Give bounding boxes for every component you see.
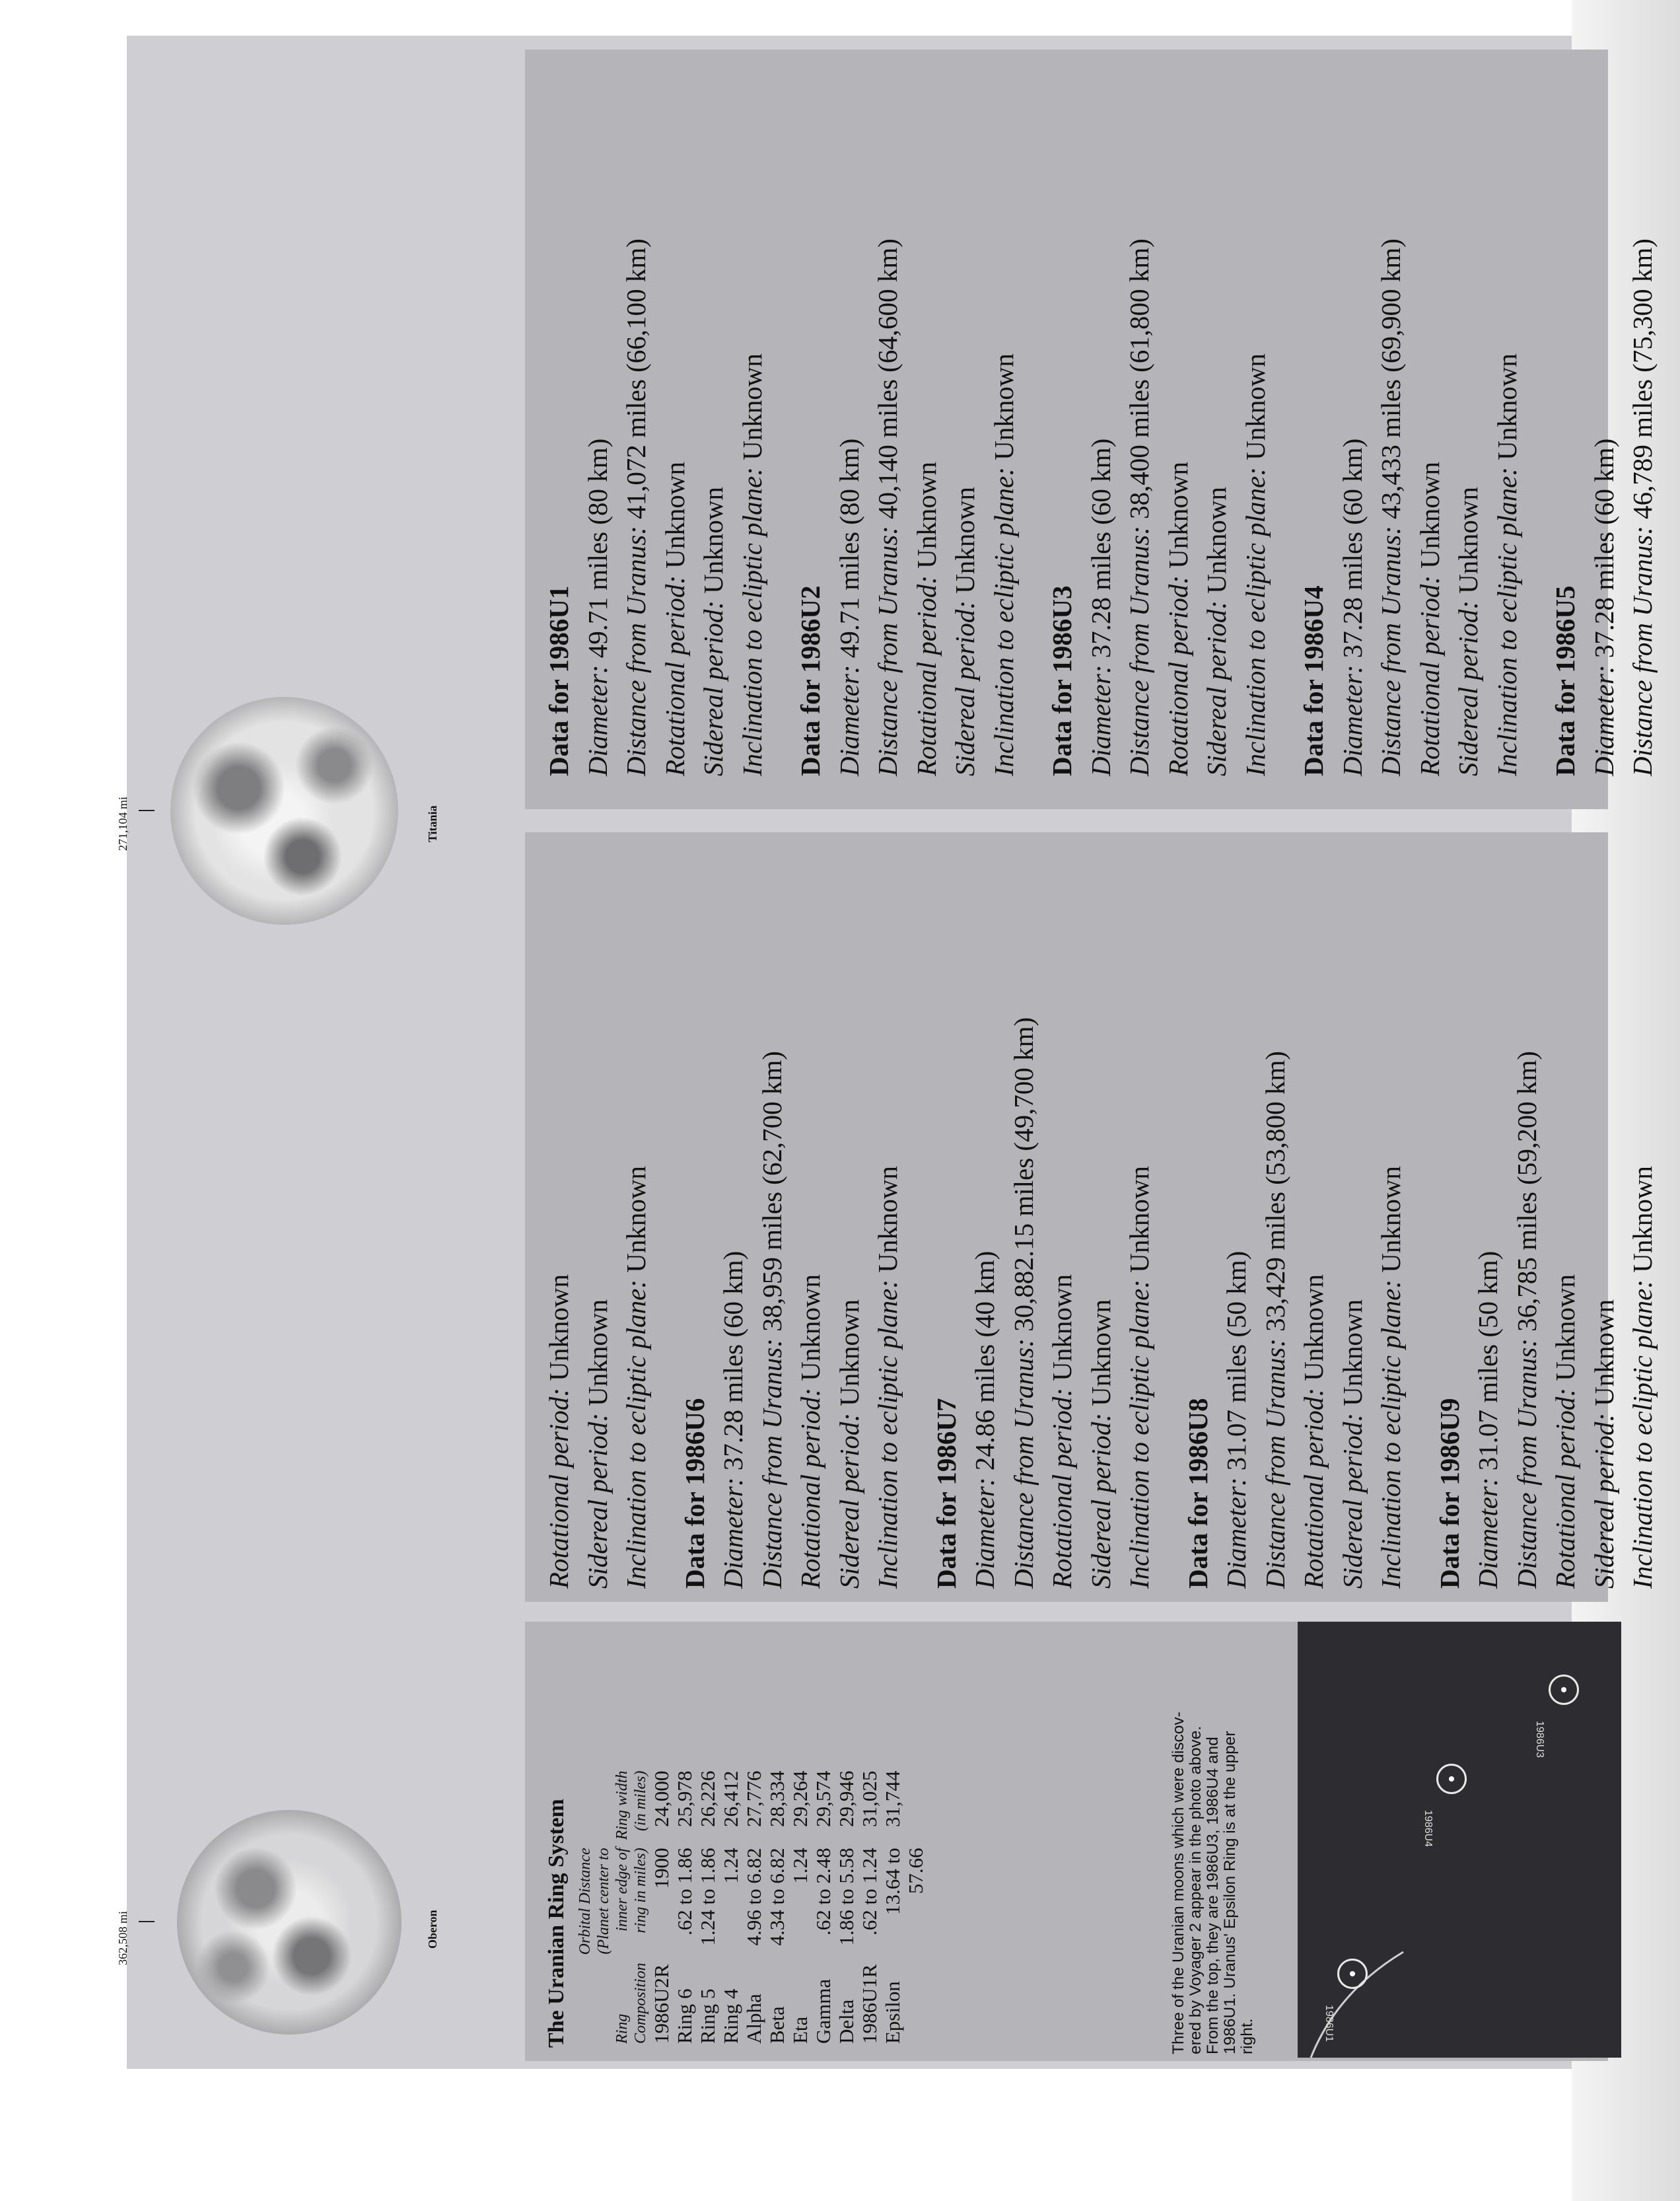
- caption-line: From the top, they are 1986U3, 1986U4 and: [1204, 1737, 1222, 2054]
- moon-label-1986u3: 1986U3: [1534, 1721, 1545, 1758]
- ring-system-title: The Uranian Ring System: [544, 1799, 569, 2048]
- ring-table: [576, 1767, 927, 2048]
- field-label: Sidereal period:: [1337, 1412, 1368, 1589]
- field-value: Unknown: [698, 486, 728, 600]
- moon-data-row: [1372, 238, 1411, 776]
- ring-row: [881, 1767, 904, 2048]
- ring-width: 1.24: [719, 1848, 742, 1884]
- field-label: Sidereal period:: [1588, 1412, 1619, 1589]
- voyager-photo: [1298, 1622, 1621, 2058]
- moon-marker-1986u4: [1436, 1764, 1467, 1794]
- field-label: Sidereal period:: [1453, 600, 1483, 776]
- moon-data-row: [1623, 238, 1662, 776]
- moon-data-header: Data for 1986U7: [930, 1398, 962, 1589]
- field-label: Sidereal period:: [950, 600, 980, 776]
- field-value: 36,785 miles (59,200 km): [1511, 1051, 1542, 1339]
- ring-width: 1.86 to 5.58: [835, 1848, 858, 1946]
- ring-row: [835, 1767, 858, 2048]
- field-label: Diameter:: [969, 1477, 1000, 1589]
- field-label: Distance from Uranus:: [1627, 526, 1658, 776]
- moon-data-row: [946, 238, 985, 776]
- ring-row: [858, 1767, 881, 2048]
- field-label: Distance from Uranus:: [1259, 1338, 1290, 1589]
- spacer: [656, 1017, 676, 1589]
- ring-distance: [904, 1767, 927, 1844]
- caption-line: Three of the Uranian moons which were discov-: [1170, 1712, 1187, 2054]
- field-value: Unknown: [659, 461, 690, 575]
- moon-data-row: [1333, 1017, 1372, 1589]
- field-value: 46,789 miles (75,300 km): [1627, 238, 1658, 526]
- moon-data-header: Data for 1986U9: [1434, 1398, 1465, 1589]
- moon-data-row: [1411, 238, 1450, 776]
- ring-row: [742, 1767, 765, 2048]
- moon-data-row: [1236, 238, 1275, 776]
- ring-width: .62 to 1.86: [673, 1848, 696, 1935]
- ring-name: Ring 4: [719, 1988, 742, 2044]
- ring-width: 13.64 to: [881, 1848, 904, 1915]
- titania-label: Titania: [426, 805, 439, 842]
- field-value: 37.28 miles (60 km): [718, 1250, 748, 1478]
- oberon-image: [177, 1810, 402, 2035]
- ring-distance: 26,226: [696, 1770, 719, 1827]
- caption-line: 1986U1. Uranus' Epsilon Ring is at the upper: [1221, 1731, 1239, 2054]
- moon-marker-1986u3: [1549, 1675, 1579, 1705]
- ring-width: 4.34 to 6.82: [765, 1848, 788, 1946]
- field-label: Distance from Uranus:: [756, 1338, 787, 1589]
- moon-data-row: [617, 1017, 656, 1589]
- spacer: [1275, 238, 1294, 776]
- field-value: Unknown: [795, 1274, 825, 1388]
- moon-data-row: [1004, 1017, 1043, 1589]
- field-label: Sidereal period:: [833, 1412, 864, 1589]
- field-value: 43,433 miles (69,900 km): [1376, 238, 1406, 526]
- moon-data-row: [1449, 238, 1488, 776]
- field-value: Unknown: [1453, 486, 1483, 600]
- moon-data-header: Data for 1986U1: [543, 585, 574, 776]
- field-value: 33,429 miles (53,800 km): [1259, 1051, 1290, 1339]
- ring-distance: 25,978: [673, 1770, 696, 1827]
- titania-distance-tick: [139, 810, 155, 811]
- ring-width: .62 to 1.24: [858, 1848, 881, 1935]
- field-label: Sidereal period:: [1201, 600, 1232, 776]
- spacer: [1023, 238, 1043, 776]
- field-value: Unknown: [1627, 1166, 1658, 1280]
- ring-row: [788, 1767, 812, 2048]
- moon-data-row: [1372, 1017, 1411, 1589]
- field-label: Diameter:: [1221, 1477, 1251, 1589]
- field-label: Rotational period:: [795, 1387, 825, 1589]
- field-label: Rotational period:: [911, 575, 942, 776]
- moon-data-row: [1294, 1017, 1333, 1589]
- field-value: Unknown: [543, 1274, 574, 1388]
- moon-data-header: Data for 1986U4: [1298, 585, 1329, 776]
- oberon-distance: 362,508 mi: [116, 1910, 129, 1965]
- spacer: [771, 238, 791, 776]
- ring-width: 4.96 to 6.82: [742, 1848, 765, 1946]
- oberon-distance-tick: [139, 1921, 155, 1922]
- moon-data-row: [791, 1017, 830, 1589]
- field-value: Unknown: [582, 1299, 613, 1413]
- field-label: Diameter:: [1588, 665, 1619, 776]
- ring-distance: 29,264: [788, 1770, 812, 1827]
- ring-width: 57.66: [904, 1848, 927, 1894]
- moon-data-row: [830, 1017, 869, 1589]
- field-label: Inclination to ecliptic plane:: [736, 467, 767, 776]
- field-value: Unknown: [911, 461, 942, 575]
- moon-marker-1986u1: [1337, 1959, 1368, 1989]
- field-label: Inclination to ecliptic plane:: [872, 1280, 903, 1589]
- field-label: Distance from Uranus:: [1008, 1338, 1039, 1589]
- moon-data-row: [868, 1017, 907, 1589]
- field-value: 37.28 miles (60 km): [1588, 438, 1619, 665]
- ring-width: 1.24 to 1.86: [696, 1848, 719, 1946]
- field-label: Inclination to ecliptic plane:: [1240, 467, 1271, 776]
- ring-name: Ring 6: [673, 1988, 696, 2044]
- field-value: 49.71 miles (80 km): [582, 438, 613, 665]
- field-label: Diameter:: [1085, 665, 1116, 776]
- ring-distance: 29,946: [835, 1770, 858, 1827]
- field-value: Unknown: [1085, 1299, 1116, 1413]
- caption-line: right.: [1238, 2018, 1256, 2054]
- col-ring-header: Ring Composition: [613, 1963, 649, 2044]
- ring-row: [719, 1767, 742, 2048]
- spacer: [907, 1017, 927, 1589]
- field-label: Rotational period:: [1298, 1387, 1329, 1589]
- moon-data-row: [714, 1017, 753, 1589]
- field-value: 40,140 miles (64,600 km): [872, 238, 903, 526]
- moon-data-row: [1082, 1017, 1121, 1589]
- moon-data-row: [830, 238, 869, 776]
- moon-data-row: [578, 238, 617, 776]
- field-value: Unknown: [1298, 1274, 1329, 1388]
- moon-data-row: [694, 238, 733, 776]
- field-label: Inclination to ecliptic plane:: [1124, 1280, 1154, 1589]
- field-label: Inclination to ecliptic plane:: [621, 1280, 651, 1589]
- ring-row: [696, 1767, 719, 2048]
- field-value: Unknown: [950, 486, 980, 600]
- field-label: Rotational period:: [1162, 575, 1193, 776]
- ring-name: Eta: [788, 2016, 812, 2044]
- ring-row: [673, 1767, 696, 2048]
- field-label: Rotational period:: [659, 575, 690, 776]
- field-label: Sidereal period:: [698, 600, 728, 776]
- field-value: Unknown: [1240, 353, 1271, 468]
- field-value: 37.28 miles (60 km): [1337, 438, 1368, 665]
- titania-image: [170, 697, 398, 925]
- field-value: 31.07 miles (50 km): [1473, 1250, 1503, 1478]
- field-label: Diameter:: [718, 1477, 748, 1589]
- field-value: Unknown: [1124, 1166, 1154, 1280]
- moon-data-column-a: [540, 238, 1662, 776]
- ring-distance: 24,000: [650, 1770, 673, 1827]
- field-label: Rotational period:: [1550, 1387, 1580, 1589]
- ring-width: 1900: [650, 1848, 673, 1889]
- field-value: 38,959 miles (62,700 km): [756, 1051, 787, 1339]
- moon-label-1986u4: 1986U4: [1422, 1810, 1434, 1848]
- moon-data-panel-2: [525, 832, 1658, 1602]
- field-label: Distance from Uranus:: [1376, 526, 1406, 776]
- ring-distance: 31,025: [858, 1770, 881, 1827]
- moon-data-header: Data for 1986U6: [679, 1398, 710, 1589]
- moon-data-panel-1: [525, 50, 1658, 809]
- field-value: 37.28 miles (60 km): [1085, 438, 1116, 665]
- titania-distance: 271,104 mi: [116, 796, 129, 851]
- moon-data-row: [1585, 238, 1624, 776]
- field-value: 30,882.15 miles (49,700 km): [1008, 1017, 1039, 1339]
- field-value: 41,072 miles (66,100 km): [621, 238, 651, 526]
- field-label: Diameter:: [1337, 665, 1368, 776]
- ring-name: Ring 5: [696, 1988, 719, 2044]
- field-label: Distance from Uranus:: [621, 526, 651, 776]
- moon-data-column-b: [540, 1017, 1662, 1589]
- field-value: Unknown: [1047, 1274, 1077, 1388]
- moon-data-header: Data for 1986U3: [1047, 585, 1077, 776]
- field-value: 38,400 miles (61,800 km): [1124, 238, 1154, 526]
- moon-data-header: Data for 1986U2: [795, 585, 825, 776]
- caption-line: ered by Voyager 2 appear in the photo above.: [1187, 1725, 1205, 2054]
- field-label: Distance from Uranus:: [1124, 526, 1154, 776]
- field-value: Unknown: [1414, 461, 1445, 575]
- field-label: Distance from Uranus:: [1511, 1338, 1542, 1589]
- moon-data-row: [1333, 238, 1372, 776]
- field-value: Unknown: [621, 1166, 651, 1280]
- field-value: 49.71 miles (80 km): [833, 438, 864, 665]
- ring-name: Gamma: [812, 1978, 835, 2044]
- ring-row: [650, 1767, 673, 2048]
- ring-name: Beta: [765, 2006, 788, 2044]
- moon-data-row: [1488, 238, 1527, 776]
- moon-data-header: Data for 1986U8: [1182, 1398, 1213, 1589]
- field-label: Rotational period:: [1047, 1387, 1077, 1589]
- moon-data-row: [1623, 1017, 1662, 1589]
- field-label: Distance from Uranus:: [872, 526, 903, 776]
- ring-name: 1986U1R: [858, 1964, 881, 2044]
- field-value: Unknown: [1376, 1166, 1406, 1280]
- moon-data-row: [1256, 1017, 1295, 1589]
- field-value: Unknown: [1550, 1274, 1580, 1388]
- moon-data-row: [1197, 238, 1236, 776]
- field-label: Sidereal period:: [582, 1412, 613, 1589]
- field-value: 24.86 miles (40 km): [969, 1250, 1000, 1478]
- ring-row: [812, 1767, 835, 2048]
- moon-data-row: [965, 1017, 1004, 1589]
- field-label: Diameter:: [1473, 1477, 1503, 1589]
- spacer: [1526, 238, 1546, 776]
- ring-distance: 28,334: [765, 1770, 788, 1827]
- ring-distance: 31,744: [881, 1770, 904, 1827]
- moon-data-row: [617, 238, 656, 776]
- ring-width: .62 to 2.48: [812, 1848, 835, 1935]
- ring-system-table: [545, 1767, 927, 2048]
- moon-data-row: [985, 238, 1024, 776]
- moon-data-header: Data for 1986U5: [1550, 585, 1580, 776]
- field-label: Sidereal period:: [1085, 1412, 1116, 1589]
- ring-distance: 29,574: [812, 1770, 835, 1827]
- field-label: Inclination to ecliptic plane:: [988, 467, 1019, 776]
- moon-data-row: [753, 1017, 792, 1589]
- spacer: [1411, 1017, 1430, 1589]
- ring-row: [765, 1767, 788, 2048]
- field-label: Diameter:: [582, 665, 613, 776]
- moon-data-row: [907, 238, 946, 776]
- field-value: Unknown: [736, 353, 767, 468]
- field-value: Unknown: [1201, 486, 1232, 600]
- moon-data-row: [1585, 1017, 1624, 1589]
- field-value: Unknown: [872, 1166, 903, 1280]
- moon-data-row: [1120, 1017, 1159, 1589]
- field-value: Unknown: [1337, 1299, 1368, 1413]
- ring-distance: 27,776: [742, 1770, 765, 1827]
- moon-label-1986u1: 1986U1: [1323, 2005, 1335, 2042]
- ring-distance: 26,412: [719, 1770, 742, 1827]
- photo-caption: [1170, 1712, 1256, 2054]
- moon-data-row: [1217, 1017, 1256, 1589]
- oberon-label: Oberon: [426, 1910, 439, 1949]
- field-value: Unknown: [833, 1299, 864, 1413]
- moon-data-row: [1043, 1017, 1082, 1589]
- field-value: Unknown: [1588, 1299, 1619, 1413]
- ring-name: Alpha: [742, 1994, 765, 2044]
- field-label: Diameter:: [833, 665, 864, 776]
- field-label: Inclination to ecliptic plane:: [1491, 467, 1522, 776]
- field-label: Inclination to ecliptic plane:: [1376, 1280, 1406, 1589]
- col-orbital-header: Orbital Distance (Planet center to inner edge of ring in miles): [577, 1848, 649, 1955]
- moon-data-row: [540, 1017, 578, 1589]
- ring-width: 1.24: [788, 1848, 812, 1884]
- spacer: [1159, 1017, 1179, 1589]
- ring-name: Epsilon: [881, 1981, 904, 2044]
- field-label: Inclination to ecliptic plane:: [1627, 1280, 1658, 1589]
- field-label: Rotational period:: [1414, 575, 1445, 776]
- field-value: Unknown: [988, 353, 1019, 468]
- ring-row: [904, 1767, 927, 2048]
- ring-name: Delta: [835, 1999, 858, 2044]
- moon-data-row: [1508, 1017, 1547, 1589]
- field-value: Unknown: [1491, 353, 1522, 468]
- ring-name: 1986U2R: [650, 1964, 673, 2044]
- moon-data-row: [656, 238, 695, 776]
- field-value: Unknown: [1162, 461, 1193, 575]
- moon-data-row: [868, 238, 907, 776]
- moon-data-row: [578, 1017, 617, 1589]
- moon-data-row: [1159, 238, 1198, 776]
- ring-name: [904, 1959, 927, 2048]
- moon-data-row: [1546, 1017, 1585, 1589]
- moon-data-row: [1120, 238, 1159, 776]
- moon-data-row: [733, 238, 772, 776]
- moon-data-row: [1469, 1017, 1508, 1589]
- field-label: Rotational period:: [543, 1387, 574, 1589]
- moon-data-row: [1082, 238, 1121, 776]
- field-value: 31.07 miles (50 km): [1221, 1250, 1251, 1478]
- col-width-header: Ring width (in miles): [613, 1770, 649, 1840]
